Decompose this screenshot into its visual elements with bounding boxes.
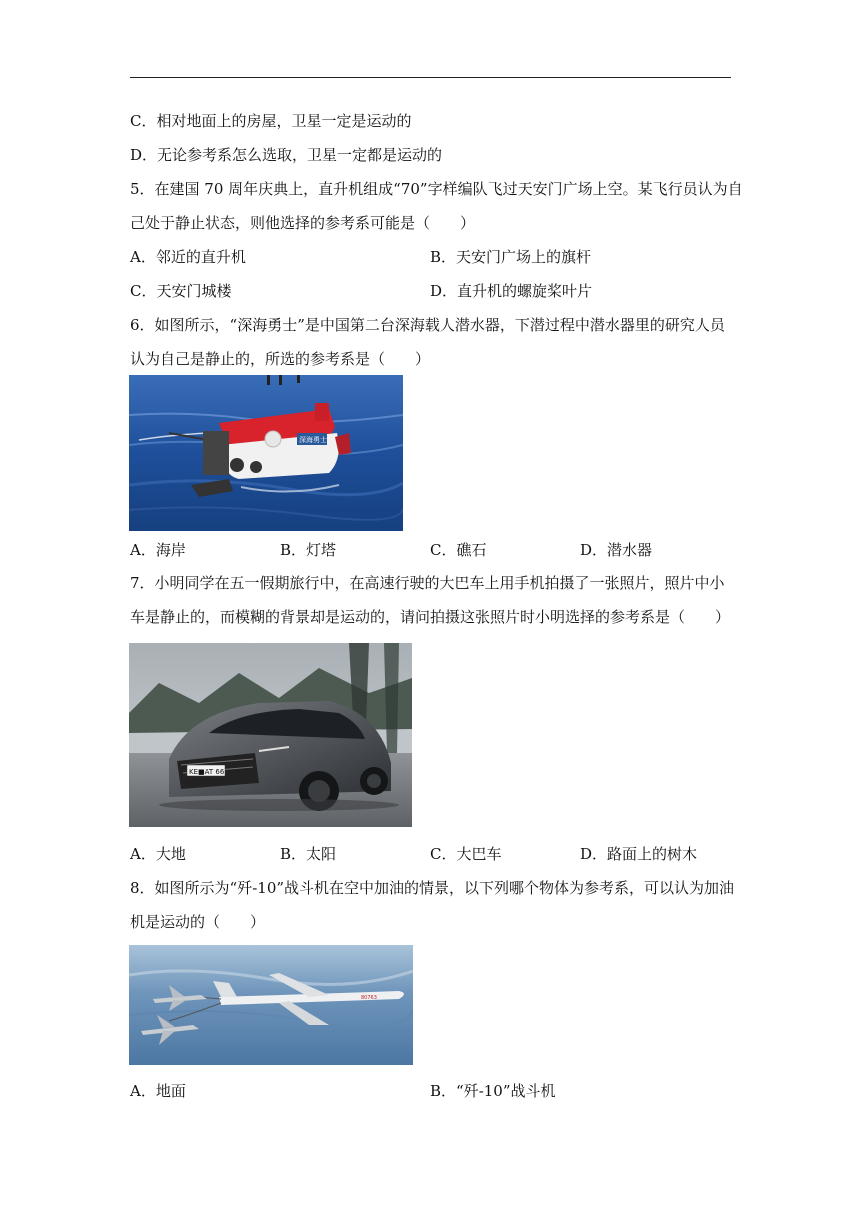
- q7-option-a: A．大地: [130, 845, 186, 863]
- q6-stem-line1: 6．如图所示，“深海勇士”是中国第二台深海载人潜水器，下潜过程中潜水器里的研究人员: [130, 316, 725, 334]
- q7-option-d: D．路面上的树木: [580, 845, 698, 863]
- car-photo: [129, 643, 412, 827]
- q6-option-c: C．礁石: [430, 541, 487, 559]
- q7-option-c: C．大巴车: [430, 845, 502, 863]
- q5-option-a: A．邻近的直升机: [130, 248, 246, 266]
- q6-option-d: D．潜水器: [580, 541, 653, 559]
- q8-stem-line2: 机是运动的（ ）: [130, 913, 266, 931]
- q7-option-b: B．太阳: [280, 845, 337, 863]
- q8-stem-line1: 8．如图所示为“歼-10”战斗机在空中加油的情景，以下列哪个物体为参考系，可以认为加油: [130, 879, 735, 897]
- q5-stem-line1: 5．在建国 70 周年庆典上，直升机组成“70”字样编队飞过天安门广场上空。某飞行员认为自: [130, 180, 743, 198]
- q7-stem-line1: 7．小明同学在五一假期旅行中，在高速行驶的大巴车上用手机拍摄了一张照片，照片中小: [130, 574, 725, 592]
- license-plate: KE■AT 66: [189, 768, 225, 776]
- tanker-number: 80763: [361, 995, 377, 1001]
- q6-option-a: A．海岸: [130, 541, 186, 559]
- submersible-label: 深海勇士: [299, 436, 327, 444]
- q5-option-b: B．天安门广场上的旗杆: [430, 248, 592, 266]
- prev-option-d: D．无论参考系怎么选取，卫星一定都是运动的: [130, 146, 443, 164]
- submersible-photo: [129, 375, 403, 531]
- q6-option-b: B．灯塔: [280, 541, 337, 559]
- q8-option-a: A．地面: [130, 1082, 186, 1100]
- q7-stem-line2: 车是静止的，而模糊的背景却是运动的，请问拍摄这张照片时小明选择的参考系是（ ）: [130, 608, 731, 626]
- header-rule: [130, 77, 731, 78]
- refueling-photo: [129, 945, 413, 1065]
- q8-option-b: B．“歼-10”战斗机: [430, 1082, 556, 1100]
- q6-stem-line2: 认为自己是静止的，所选的参考系是（ ）: [130, 350, 431, 368]
- q5-option-d: D．直升机的螺旋桨叶片: [430, 282, 593, 300]
- prev-option-c: C．相对地面上的房屋，卫星一定是运动的: [130, 112, 412, 130]
- q5-option-c: C．天安门城楼: [130, 282, 232, 300]
- q5-stem-line2: 己处于静止状态，则他选择的参考系可能是（ ）: [130, 214, 476, 232]
